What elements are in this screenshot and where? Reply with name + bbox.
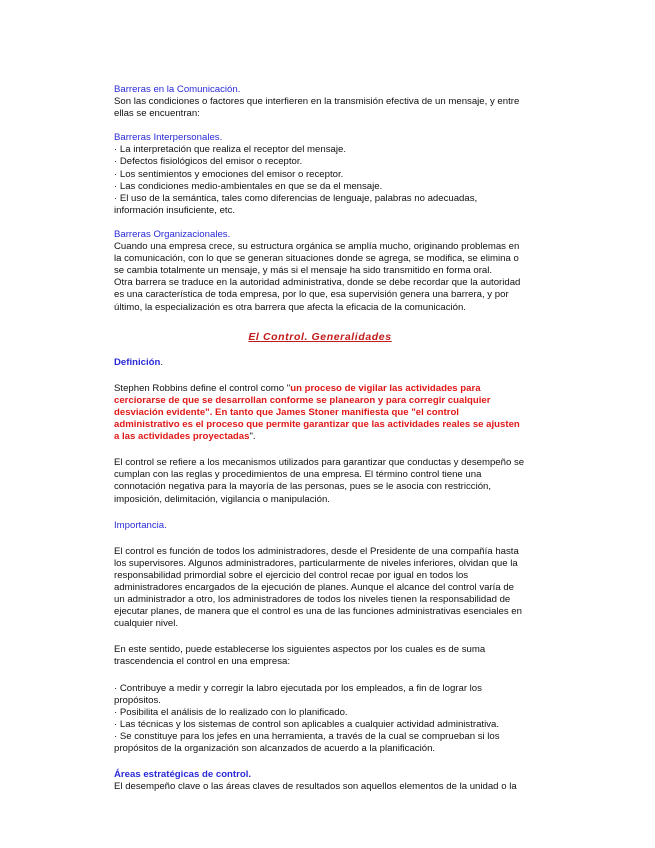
importancia-para: El control es función de todos los administradores, desde el Presidente de una compañía hasta los supervisores. Algunos administradores, particularmente de niveles inferiores, olvidan que la responsabilidad primordial sobre el ejercicio del control recae por igual en todos los administradores encargados de la ejecución de planes. Aunque el alcance del control varía de un administrador a otro, los administradores de todos los niveles tienen la responsabilidad de ejecutar planes, de manera que el control es una de las funciones administrativas esenciales en cualquier nivel. bbox=[114, 545, 522, 630]
organizacionales-heading: Barreras Organizacionales. bbox=[114, 228, 231, 240]
definicion-heading: Definición bbox=[114, 356, 161, 368]
sentido-para: En este sentido, puede establecerse los siguientes aspectos por los cuales es de suma trascendencia el control en una empresa: bbox=[114, 644, 486, 668]
barreras-heading: Barreras en la Comunicación. bbox=[114, 84, 241, 95]
importancia-heading: Importancia. bbox=[114, 519, 167, 531]
list-item: · Posibilita el análisis de lo realizado con lo planificado. bbox=[114, 706, 348, 718]
list-item: · Las técnicas y los sistemas de control son aplicables a cualquier actividad administrativa. bbox=[114, 718, 500, 730]
section-title: El Control. Generalidades bbox=[248, 330, 392, 343]
list-item: · La interpretación que realiza el receptor del mensaje. bbox=[114, 144, 346, 156]
interpersonales-list bbox=[114, 144, 526, 217]
robbins-post: ". bbox=[249, 431, 256, 443]
list-item: · Los sentimientos y emociones del emisor o receptor. bbox=[114, 168, 344, 180]
robbins-quote: un proceso de vigilar las actividades para cerciorarse de que se desarrollan conforme se planearon y para corregir cualquier desviación evidente". En tanto que James Stoner manifiesta que "el control administrativo es el proceso que permite garantizar que las actividades reales se ajusten a las actividades proyectadas bbox=[114, 382, 520, 443]
robbins-definition bbox=[114, 383, 526, 443]
list-item: · Contribuye a medir y corregir la labro ejecutada por los empleados, a fin de lograr los propósitos. bbox=[114, 682, 482, 706]
definicion-heading-line bbox=[114, 357, 526, 369]
interpersonales-heading: Barreras Interpersonales. bbox=[114, 132, 223, 144]
document-page bbox=[114, 84, 526, 793]
areas-para: El desempeño clave o las áreas claves de resultados son aquellos elementos de la unidad o la bbox=[114, 781, 517, 793]
control-refiere-para: El control se refiere a los mecanismos utilizados para garantizar que conductas y desempeño se cumplan con las reglas y procedimientos de una empresa. El término control tiene una connotación negativa para la mayoría de las personas, pues se le asocia con restricción, imposición, delimitación, vigilancia o manipulación. bbox=[114, 457, 525, 505]
areas-heading: Áreas estratégicas de control. bbox=[114, 769, 252, 781]
list-item: · Las condiciones medio-ambientales en que se da el mensaje. bbox=[114, 180, 383, 192]
list-item: · El uso de la semántica, tales como diferencias de lenguaje, palabras no adecuadas, información insuficiente, etc. bbox=[114, 192, 478, 216]
organizacionales-para-1: Cuando una empresa crece, su estructura orgánica se amplía mucho, originando problemas en la comunicación, con lo que se generan situaciones donde se agrega, se modifica, se elimina o se cambia totalmente un mensaje, y más si el mensaje ha sido transmitido en forma oral. bbox=[114, 241, 520, 277]
organizacionales-para-2: Otra barrera se traduce en la autoridad administrativa, donde se debe recordar que la autoridad es una característica de toda empresa, por lo que, esa supervisión genera una barrera, y por último, la especialización es otra barrera que afecta la eficacia de la comunicación. bbox=[114, 277, 521, 313]
definicion-period: . bbox=[160, 356, 164, 368]
robbins-pre: Stephen Robbins define el control como " bbox=[114, 382, 291, 394]
list-item: · Se constituye para los jefes en una herramienta, a través de la cual se comprueban si los propósitos de la organización son alcanzados de acuerdo a la planificación. bbox=[114, 730, 500, 755]
aspectos-list bbox=[114, 683, 526, 756]
list-item: · Defectos fisiológicos del emisor o receptor. bbox=[114, 156, 303, 168]
barreras-intro: Son las condiciones o factores que interfieren en la transmisión efectiva de un mensaje, y entre ellas se encuentran: bbox=[114, 96, 520, 120]
